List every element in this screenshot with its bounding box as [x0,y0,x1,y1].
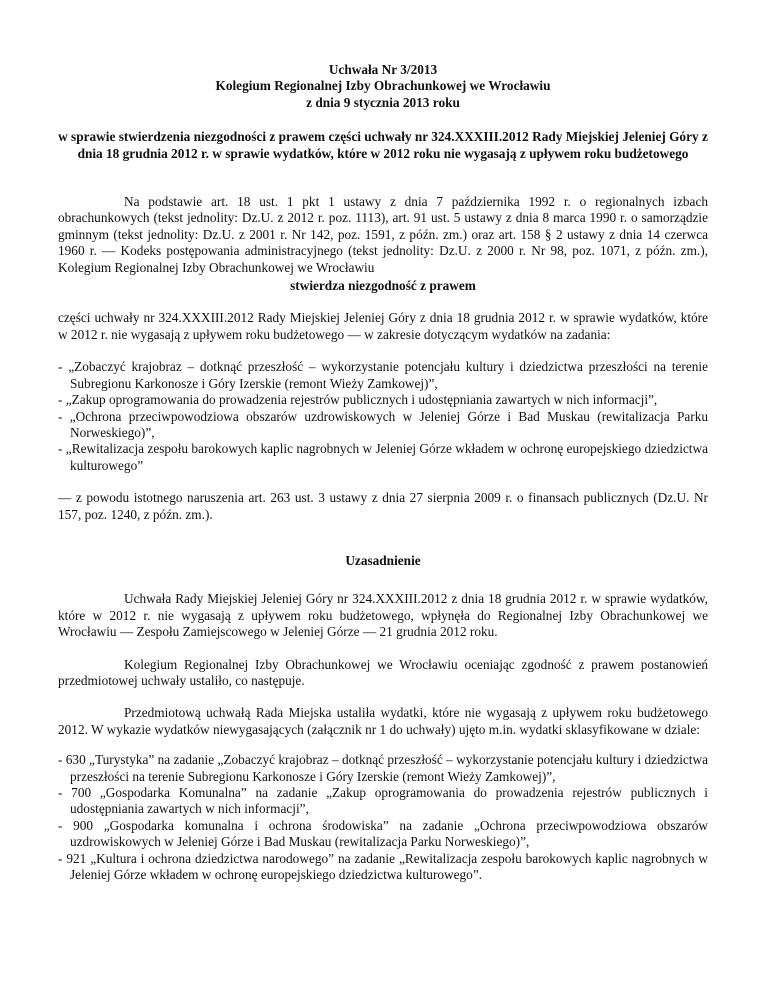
justification-heading: Uzasadnienie [345,552,421,568]
scope-paragraph: części uchwały nr 324.XXXIII.2012 Rady Miejskiej Jeleniej Góry z dnia 18 grudnia 2012 r. w sprawie wydatków, które w 2012 r. nie wygasają z upływem roku budżetowego — w zakresie dotyczącym wydatków na zadania: [58,310,708,342]
decision-heading: stwierdza niezgodność z prawem [290,278,476,294]
list-item: - 630 „Turystyka” na zadanie „Zobaczyć krajobraz – dotknąć przeszłość – wykorzystanie potencjału kultury i dziedzictwa przeszłości na terenie Subregionu Karkonosze i Góry Izerskie (remont Wieży Zamkowej)”, [58,752,708,784]
subject-text: w sprawie stwierdzenia niezgodności z prawem części uchwały nr 324.XXXIII.2012 Rady Miejskiej Jeleniej Góry z dnia 18 grudnia 2012 r. w sprawie wydatków, które w 2012 roku nie wygasają z upływem roku budżetowego [58,129,708,161]
justification-paragraph: Przedmiotową uchwałą Rada Miejska ustaliła wydatki, które nie wygasają z upływem roku budżetowego 2012. W wykazie wydatków niewygasających (załącznik nr 1 do uchwały) ujęto m.in. wydatki sklasyfikowane w dziale: [58,705,708,737]
list-item: - „Zobaczyć krajobraz – dotknąć przeszłość – wykorzystanie potencjału kultury i dziedzictwa przeszłości na terenie Subregionu Karkonosze i Góry Izerskie (remont Wieży Zamkowej)”, [58,359,708,391]
resolution-header [58,62,708,111]
reason-paragraph: — z powodu istotnego naruszenia art. 263 ust. 3 ustawy z dnia 27 sierpnia 2009 r. o finansach publicznych (Dz.U. Nr 157, poz. 1240, z późn. zm.). [58,490,708,522]
legal-basis-paragraph: Na podstawie art. 18 ust. 1 pkt 1 ustawy z dnia 7 października 1992 r. o regionalnych izbach obrachunkowych (tekst jednolity: Dz.U. z 2012 r. poz. 1113), art. 91 ust. 5 ustawy z dnia 8 marca 1990 r. o samorządzie gminnym (tekst jednolity: Dz.U. z 2001 r. Nr 142, poz. 1591, z późn. zm.) oraz art. 158 § 2 ustawy z dnia 14 czerwca 1960 r. — Kodeks postępowania administracyjnego (tekst jednolity: Dz.U. z 2000 r. Nr 98, poz. 1071, z późn. zm.), Kolegium Regionalnej Izby Obrachunkowej we Wrocławiu [58,194,708,275]
resolution-subject [58,129,708,162]
list-item: - 921 „Kultura i ochrona dziedzictwa narodowego” na zadanie „Rewitalizacja zespołu barokowych kaplic nagrobnych w Jeleniej Górze wkładem w ochronę europejskiego dziedzictwa kulturowego”. [58,850,708,883]
list-item: - „Zakup oprogramowania do prowadzenia rejestrów publicznych i udostępniania zawartych w nich informacji”, [58,392,658,408]
justification-paragraph: Uchwała Rady Miejskiej Jeleniej Góry nr 324.XXXIII.2012 z dnia 18 grudnia 2012 r. w sprawie wydatków, które w 2012 r. nie wygasają z upływem roku budżetowego, wpłynęła do Regionalnej Izby Obrachunkowej we Wrocławiu — Zespołu Zamiejscowego w Jeleniej Górze — 21 grudnia 2012 roku. [58,591,708,640]
classified-expenses-list [58,752,708,883]
task-list [58,359,708,474]
list-item: - 700 „Gospodarka Komunalna” na zadanie „Zakup oprogramowania do prowadzenia rejestrów publicznych i udostępniania zawartych w nich informacji”, [58,785,708,817]
list-item: - „Rewitalizacja zespołu barokowych kaplic nagrobnych w Jeleniej Górze wkładem w ochronę europejskiego dziedzictwa kulturowego” [58,441,708,473]
list-item: - „Ochrona przeciwpowodziowa obszarów uzdrowiskowych w Jeleniej Górze i Bad Muskau (rewitalizacja Parku Norweskiego)”, [58,408,708,440]
resolution-date: z dnia 9 stycznia 2013 roku [306,94,460,110]
resolution-number: Uchwała Nr 3/2013 [328,62,438,77]
list-item: - 900 „Gospodarka komunalna i ochrona środowiska” na zadanie „Ochrona przeciwpowodziowa obszarów uzdrowiskowych w Jeleniej Górze i Bad Muskau (rewitalizacja Parku Norweskiego)”, [58,817,708,850]
justification-paragraph: Kolegium Regionalnej Izby Obrachunkowej we Wrocławiu oceniając zgodność z prawem postanowień przedmiotowej uchwały ustaliło, co następuje. [58,656,708,688]
issuing-body: Kolegium Regionalnej Izby Obrachunkowej we Wrocławiu [215,78,551,94]
